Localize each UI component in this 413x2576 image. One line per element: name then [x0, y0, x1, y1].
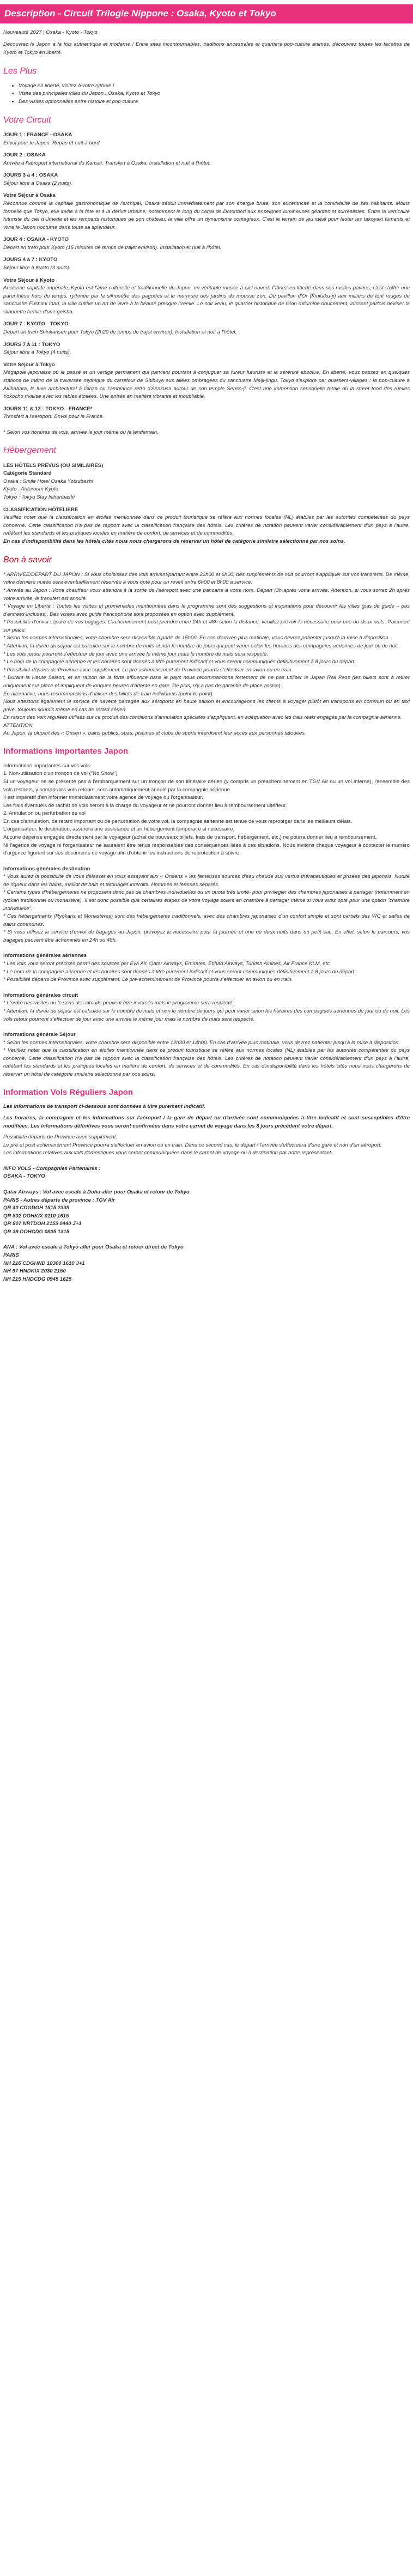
route-label: OSAKA - TOKYO: [3, 1173, 45, 1180]
day-heading: JOUR 2 : OSAKA: [3, 152, 46, 159]
flight-line: PARIS - Autres départs de province : TGV Air: [3, 1197, 115, 1203]
ana-heading: ANA : Vol avec escale à Tokyo aller pour Osaka et retour direct de Tokyo: [3, 1244, 184, 1251]
dest-heading: Informations générales destination: [3, 865, 90, 872]
bon-para: * Attention, la durée du séjour est calculée sur le nombre de nuits et non le nombre de jours qui peut varier selon les horaires des compagnies aériennes de jour ou de nuit.: [3, 643, 399, 650]
bon-para: Au Japon, la plupart des « Onsen », bains publics, spas, piscines et clubs de sports interdisent leur accès aux personnes tatouées.: [3, 730, 306, 737]
plus-heading: Les Plus: [3, 66, 37, 76]
day-heading: JOURS 11 & 12 : TOKYO - FRANCE*: [3, 405, 93, 412]
vols-line: Possibilité départs de Province avec supplément.: [3, 1134, 118, 1141]
sejour-line: * Veuillez noter que la classification en étoiles mentionnée dans ce produit touristique se réfère aux normes locales (NL) établies par les autorités compétentes du pays concerné. Cette classification n'a pas de rapport avec la classification française des hôtels. Les critères de notation peuvent varier considérablement d'un pays à l'autre, reflétant les standards et les pratiques locales en matière de confort, de services et de commodités. En cas d'indisponibilité dans les hôtels cités nous nous chargerons de réserver un hôtel de catégorie similaire sélectionné par nos soins.: [3, 1047, 410, 1077]
bon-para: En raison des voix régulées utilisés sur ce produit des conditions d'annulation spéciales s'appliquent, en adéquation avec les frais réels engagés par la compagnie aérienne.: [3, 714, 402, 721]
info-vols-heading: INFO VOLS - Compagnies Partenaires :: [3, 1165, 101, 1172]
flight-line: QR 39 DOHCDG 0805 1315: [3, 1228, 70, 1235]
flight-line: QR 807 NRTDOH 2155 0440 J+1: [3, 1221, 82, 1227]
classification-text: Veuillez noter que la classification en étoiles mentionnée dans ce produit touristique se réfère aux normes locales (NL) établies par les autorités compétentes du pays concerné. Cette classification n'a pas de rapport avec la classification française des hôtels. Les critères de notation peuvent varier considérablement d'un pays à l'autre, reflétant les standards et les pratiques locales en matière de confort, de services et de commodités.: [3, 514, 410, 537]
circuit-info-line: * Attention, la durée du séjour est calculée sur le nombre de nuits et non le nombre de jours qui peut varier selon les horaires des compagnies aériennes de jour ou de nuit. Les vols retour pourront s'effectuer de jour avec une arrivée le même jour mais le nombre de nuits sera respecté.: [3, 1008, 410, 1022]
day-text: Envol pour le Japon. Repas et nuit à bord.: [3, 140, 101, 146]
plus-list: [3, 82, 410, 106]
air-line: * Possibilité départs de Province avec supplément. Le pré-acheminement de Province pourra s'effectuer en avion ou en train.: [3, 977, 293, 983]
dest-line: * Si vous utilisez le service d'envoi de bagages au Japon, prévoyez le nécessaire pour la journée et une ou deux nuits dans un petit sac. En effet, selon le parcours, vos bagages peuvent être acheminés en 24h ou 48h.: [3, 929, 410, 943]
classification-bold: En cas d'indisponibilité dans les hôtels cités nous nous chargerons de réserver un hôtel de catégorie similaire sélectionné par nos soins.: [3, 538, 345, 544]
day-text: Départ en train pour Kyoto (15 minutes de temps de trajet environ). Installation et nuit à l'hôtel.: [3, 244, 222, 251]
plus-item: • Voyage en liberté, visitez à votre rythme !: [19, 82, 410, 90]
stay-heading: Votre Séjour à Tokyo: [3, 361, 55, 368]
stay-heading: Votre Séjour à Osaka: [3, 192, 56, 199]
flight-line: PARIS: [3, 1252, 19, 1259]
bon-para: * Possibilité d'envoi séparé de vos bagages. L'acheminement peut prendre entre 24h et 48h selon la distance, veuillez prévoir le nécessaire pour une ou deux nuits. Paiement sur place.: [3, 619, 410, 633]
day-heading: JOUR 1 : FRANCE - OSAKA: [3, 131, 72, 138]
circuit-info-heading: Informations générales circuit: [3, 992, 78, 998]
day-heading: JOUR 4 : OSAKA - KYOTO: [3, 237, 69, 243]
dest-line: * Ces hébergements (Ryokans et Monastères) sont des hébergements traditionnels, avec des chambres japonaises d'un confort simple et sont partiels des WC et salles de bains communes.: [3, 913, 410, 928]
day-text: Transfert à l'aéroport. Envol pour la France.: [3, 414, 104, 420]
hotels-subhead: LES HÔTELS PRÉVUS (OU SIMILAIRES): [3, 462, 104, 469]
air-line: * Le nom de la compagnie aérienne et les horaires sont donnés à titre purement indicatif et vous seront communiqués définitivement à 8 jours du départ: [3, 968, 355, 975]
plus-item: • Des visites optionnelles entre histoire et pop culture: [19, 98, 410, 106]
hotel-line: Osaka : Smile Hotel Osaka Yotsubashi: [3, 478, 93, 484]
infos-heading: Informations Importantes Japon: [3, 746, 129, 756]
day-heading: JOURS 3 à 4 : OSAKA: [3, 172, 58, 179]
bon-para: * ARRIVÉE/DÉPART DU JAPON : Si vous choisissez des vols arrivant/partant entre 22h00 et 6h00, des suppléments de nuit pourront s'appliquer sur vos transferts. De même, votre dernière nuitée sera éventuellement réservée à vous opté pour un réveil entre 6h00 et 8h00 à service.: [3, 571, 410, 586]
circuit-info-line: * L'ordre des visites ou le sens des circuits peuvent être inversés mais le programme sera respecté.: [3, 1000, 234, 1007]
hotels-category: Catégorie Standard: [3, 470, 52, 477]
air-line: * Les vols vous seront précisés parmi des sources par Eva Air, Qatar Airways, Emirates, Etihad Airways, Turkish Airlines, Air France KLM, etc.: [3, 961, 331, 967]
infos-line: 1. Non-utilisation d'un tronçon de vol ("No Show"): [3, 771, 118, 777]
air-heading: Informations générales aériennes: [3, 953, 87, 959]
stay-text: Réconnue comme la capitale gastronomique de l'archipel, Osaka séduit immédiatement par son énergie brute, son excentricité et la convivialité de ses habitants. Moins formelle que Tokyo, elle invite à la fête et à la dérive urbaine, notamment le long du canal de Dotonbori aux enseignes lumineuses géantes et surréalistes. Entre la verticalité futuriste du ciel d'Umeda et les remparts historiques de son château, la ville offre un dynamisme contagieux. C'est le terrain de jeu idéal pour tester les takoyaki fumants et vivre le Japon nocturne dans toute sa splendeur.: [3, 200, 410, 231]
hotel-line: Tokyo : Tokyu Stay Nihonbashi: [3, 494, 75, 501]
classification-heading: CLASSIFICATION HÔTELIÈRE: [3, 506, 78, 513]
circuit-heading: Votre Circuit: [3, 115, 51, 125]
intro-text: Découvrez le Japon à la fois authentique et moderne ! Entre sites incontournables, traditions ancestrales et quartiers pop-culture animés, découvrez toutes les facettes de Kyoto et Tokyo en liberté.: [3, 41, 410, 56]
day-text: Arrivée à l'aéroport international du Kansai. Transfert à Osaka. Installation et nuit à l'hôtel.: [3, 160, 211, 166]
bon-para: * Le nom de la compagnie aérienne et les horaires sont donnés à titre purement indicatif et vous seront communiqués définitivement à 8 jours du départ.: [3, 659, 356, 665]
flight-line: NH 97 HNDKIX 2030 2150: [3, 1268, 66, 1275]
day-heading: JOUR 7 : KYOTO - TOKYO: [3, 321, 69, 328]
sejour-line: * Selon les normes internationales, votre chambre sera disponible entre 12h30 et 14h00. En cas d'arrivée plus matinale, vous devrez patienter jusqu'à la mise à disposition.: [3, 1039, 400, 1046]
day-heading: JOURS 7 à 11 : TOKYO: [3, 341, 60, 348]
day-heading: JOURS 4 à 7 : KYOTO: [3, 257, 58, 263]
sejour-heading: Informations générale Séjour: [3, 1032, 76, 1038]
infos-line: Il est impératif d'en informer immédiatement votre agence de voyage ou l'organisateur.: [3, 795, 203, 801]
bon-heading: Bon à savoir: [3, 555, 52, 565]
bon-attention: ATTENTION: [3, 722, 33, 729]
intro-tagline: Nouveauté 2027 | Osaka - Kyoto - Tokyo: [3, 29, 98, 35]
vols-line: Les informations relatives aux vols domestiques vous seront communiquées dans le carnet de voyage ou à destination par notre représentant.: [3, 1150, 333, 1156]
flight-line: NH 216 CDGHND 18300 1610 J+1: [3, 1260, 85, 1266]
dest-line: * Certains types d'hébergements ne proposent donc pas de chambres individuelles ou un quota très limité- pour privilégier des chambres japonaises à partager (notamment en ryokan traditionnel ou monastère). Il est donc possible que certaines étapes de votre voyage soient en chambre à partager même si vous avez opté pour une option "chambre individuelle".: [3, 889, 410, 912]
content: [0, 29, 413, 1288]
day-text: Séjour libre à Osaka (2 nuits).: [3, 180, 72, 186]
stay-heading: Votre Séjour à Kyoto: [3, 277, 55, 283]
vols-line: Le pré et post acheminement Province pourra s'effectuer en avion ou en train. Dans ce second cas, le départ / l'arrivée s'effectuera d'une gare et non d'un aéroport.: [3, 1142, 382, 1148]
day-text: Séjour libre à Tokyo (4 nuits).: [3, 349, 71, 356]
qatar-heading: Qatar Airways : Vol avec escale à Doha aller pour Osaka et retour de Tokyo: [3, 1189, 190, 1195]
infos-line: En cas d'annulation, de retard important ou de perturbation de votre vol, la compagnie aérienne est tenue de vous reprotéger dans les meilleurs délais.: [3, 818, 353, 825]
flight-line: QR 802 DOHKIX 0110 1615: [3, 1213, 69, 1219]
flight-line: QR 40 CDGDOH 1515 2335: [3, 1205, 70, 1211]
bon-para: * Arrivée au Japon : Votre chauffeur vous attendra à la sortie de l'aéroport avec une pancarte à votre nom. Départ (3h après votre arrivée. Attention, si vous sortez 2h après votre arrivée, le transfert est annulé.: [3, 587, 410, 602]
hebergement-heading: Hébergement: [3, 446, 56, 456]
infos-line: L'organisateur, le destination, assurera une assistance et un hébergement temporaire si nécessaire.: [3, 826, 235, 833]
flight-line: NH 215 HNDCDG 0945 1625: [3, 1276, 72, 1282]
circuit-note: * Selon vos horaires de vols, arrivée le jour même ou le lendemain.: [3, 429, 159, 435]
bon-para: * Selon les normes internationales, votre chambre sera disponible à partir de 15h00. En cas d'arrivée plus matinale, vous devrez patienter jusqu'à la mise à disposition.: [3, 635, 390, 641]
vols-heading: Information Vols Réguliers Japon: [3, 1087, 133, 1097]
vols-bold-note: Les horaires, la compagnie et les informations sur l'aéroport / la gare de départ ou d'arrivée sont communiquées à titre indicatif et sont susceptibles d'être modifiées. Les informations définitives vous seront confirmées dans votre carnet de voyage dans les 8 jours précédent votre départ.: [3, 1114, 410, 1129]
infos-line: Informations importantes sur vos vols: [3, 762, 90, 769]
day-text: Séjour libre à Kyoto (3 nuits).: [3, 265, 71, 271]
bon-para: En alternative, nous recommandons d'utiliser des billets de train individuels (point-to-point).: [3, 690, 214, 697]
stay-text: Mégapole japonaise où le passé et un vertige permanent qui parvient pourtant à conjuguer sa fureur futuriste et la sérénité absolue. En liberté, vous passez en quelques stations de métro de la traversée mythique du carrefour de Shibuya aux allées ombragées du sanctuaire Meiji-jingu. Tokyo s'explore par quartiers-villages : la pop-culture à Akihabara, le luxe architectural à Ginza ou l'ambiance rétro d'Asakusa autour de son temple Senso-ji. C'est une immersion sensorielle totale où la street food des ruelles Yokocho rivalise avec les tables étoilées. Une entrée en matière vibrante et inoubliable.: [3, 369, 410, 400]
vols-bold-note: Les informations de transport ci-dessous sont données à titre purement indicatif.: [3, 1104, 206, 1110]
stay-text: Ancienne capitale impériale, Kyoto est l'âme culturelle et traditionnelle du Japon, un véritable musée à ciel ouvert. Flânez en liberté dans ses ruelles pavées, c'est s'offrir une parenthèse hors du temps, rythmée par la silhouette des pagodes et le murmure des jardins de mousse zen. Du pavillon d'Or (Kinkaku-ji) aux milliers de torii rouges du sanctuaire Fushimi Inari, la ville cultive un art de vivre à la beauté presque irréelle. Le soir venu, le quartier historique de Gion s'illumine doucement, laissant parfois deviner la silhouette furtive d'une geisha.: [3, 285, 410, 315]
day-text: Départ en train Shinkansen pour Tokyo (2h20 de temps de trajet environ). Installation et nuit à l'hôtel.: [3, 329, 237, 336]
bon-para: * Voyage en Liberté : Toutes les visites et promenades mentionnées dans le programme sont des suggestions et inspirations pour découvrir les villes (pas de guide – pas d'entrées incluses). Des visites avec guide francophone sont proposées en option avec supplément.: [3, 603, 410, 617]
bon-para: Nous attestons également le service de navette partagée aux aéroports en haute saison et encourageons les clients à voyager plutôt en transports en commun ou en taxi privé, toujours soumis même en cas de retard aérien.: [3, 699, 410, 713]
dest-line: * Vous aurez la possibilité de vous délasser en vous essayant aux « Onsens » les fameuses sources d'eau chaude aux vertus thérapeutiques et prisées des japonais. Nudité de rigueur dans les bains, maillot de bain et tatouages interdits. Hommes et femmes séparés.: [3, 874, 410, 888]
bon-para: * Les vols retour pourront s'effectuer de jour avec une arrivée le même jour mais le nombre de nuits sera respecté.: [3, 651, 269, 657]
infos-line: Si un voyageur ne se présente pas à l'embarquement sur un tronçon de son itinéraire aérien (y compris un préacheminement en TGV Air ou un vol interne), l'ensemble des vols restants, y compris les vols retours, sera automatiquement annulé par la compagnie aérienne.: [3, 778, 410, 793]
infos-line: Les frais éventuels de rachat de vols seront à la charge du voyageur et ne pourront donner lieu à remboursement ultérieur.: [3, 802, 287, 809]
infos-line: 2. Annulation ou perturbation de vol: [3, 810, 86, 817]
infos-line: Nl l'agence de voyage ni l'organisateur ne sauraient être tenus responsables des conséquences liées à ces situations. Nous invitons chaque voyageur à contacter le numéro d'urgence figurant sur ses documents de voyage afin d'obtenir les instructions de reprotection à suivre.: [3, 842, 410, 857]
hotel-line: Kyoto : Anteroom Kyoto: [3, 486, 58, 493]
infos-line: Aucune dépense engagée directement par le voyageur (achat de nouveaux billets, frais de transport, hébergement, etc.) ne pourra donner lieu à remboursement.: [3, 834, 377, 840]
plus-item: • Visite des principales villes du Japon : Osaka, Kyoto et Tokyo: [19, 90, 410, 98]
bon-para: * Possibilité départs de Province avec supplément. Le pré-acheminement de Province pourra s'effectuer en avion ou en train.: [3, 666, 293, 673]
page-title: Description - Circuit Trilogie Nippone : Osaka, Kyoto et Tokyo: [0, 4, 413, 23]
bon-para: * Durant la Haute Saison, et en raison de la forte affluence dans le pays nous recommandons fortement de ne pas utiliser le Japan Rail Pass (les billets sont à retirer uniquement sur place et impliquent de longues heures d'attente en gare. De plus, n'y a pas de garantie de place assise).: [3, 675, 410, 689]
